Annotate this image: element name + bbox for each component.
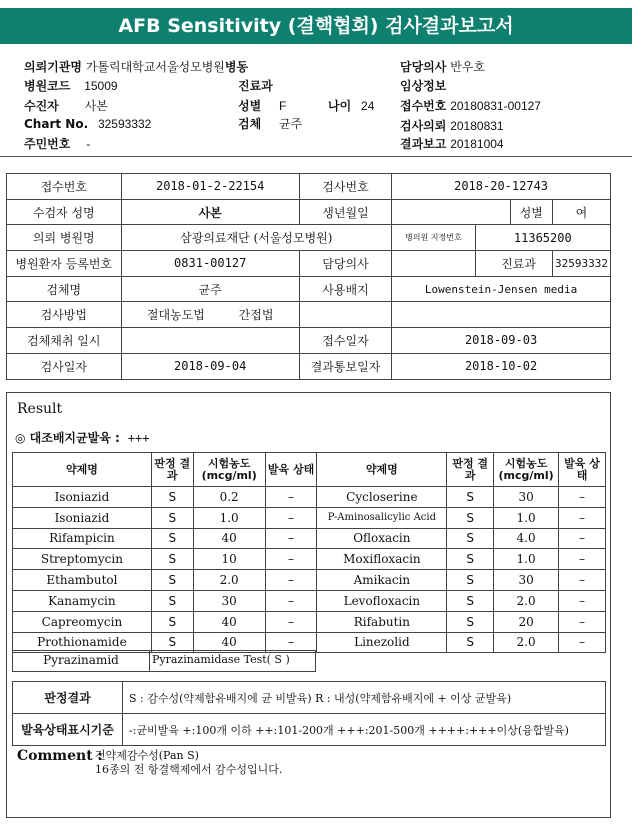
header-growth: 발육 상태 bbox=[559, 453, 606, 487]
info-row bbox=[7, 328, 611, 354]
growth: – bbox=[265, 528, 317, 549]
conc: 1.0 bbox=[494, 549, 559, 570]
method-1: 절대농도법 bbox=[146, 308, 205, 323]
header-drug: 약제명 bbox=[13, 453, 152, 487]
drug-name: Isoniazid bbox=[13, 507, 152, 528]
drug-name: Rifampicin bbox=[13, 528, 152, 549]
pyrazinamid-name: Pyrazinamid bbox=[12, 650, 150, 672]
drug-name: Kanamycin bbox=[13, 590, 152, 611]
growth: – bbox=[265, 487, 317, 508]
conc: 4.0 bbox=[494, 528, 559, 549]
drug-name: Isoniazid bbox=[13, 487, 152, 508]
legend-row bbox=[13, 682, 606, 714]
ward-label: 병동 bbox=[224, 60, 249, 74]
medium-value: Lowenstein-Jensen media bbox=[392, 276, 611, 302]
conc: 40 bbox=[193, 611, 265, 632]
judge: S bbox=[447, 570, 494, 591]
specimen-value: 균주 bbox=[121, 276, 299, 302]
judge: S bbox=[151, 549, 193, 570]
table-row bbox=[13, 528, 606, 549]
judge: S bbox=[151, 611, 193, 632]
conc: 40 bbox=[193, 528, 265, 549]
doctor-field bbox=[400, 58, 485, 75]
collect-label: 검체채취 일시 bbox=[7, 328, 122, 354]
drug-name: P-Aminosalicylic Acid bbox=[317, 507, 447, 528]
collector-value: 사본 bbox=[84, 99, 108, 113]
hospital-code-label: 병원코드 bbox=[24, 79, 71, 93]
conc: 40 bbox=[193, 632, 265, 653]
sex-label: 성별 bbox=[510, 199, 552, 225]
header-judge: 판정 결과 bbox=[447, 453, 494, 487]
hospital-code-value: 15009 bbox=[84, 79, 118, 93]
chart-field bbox=[24, 117, 151, 131]
test-no-value: 2018-20-12743 bbox=[392, 174, 611, 200]
method-extra bbox=[299, 302, 391, 328]
drug-name: Amikacin bbox=[317, 570, 447, 591]
legend-table bbox=[12, 681, 606, 746]
table-row bbox=[13, 487, 606, 508]
table-row bbox=[13, 570, 606, 591]
receipt-no-label: 접수번호 bbox=[7, 174, 122, 200]
collector-field bbox=[24, 97, 108, 114]
drug-name: Streptomycin bbox=[13, 549, 152, 570]
legend-row bbox=[13, 714, 606, 746]
medium-label: 사용배지 bbox=[299, 276, 391, 302]
table-row bbox=[13, 590, 606, 611]
judge-legend-label: 판정결과 bbox=[13, 682, 123, 714]
judge: S bbox=[447, 611, 494, 632]
reg-label: 병원환자 등록번호 bbox=[7, 251, 122, 277]
judge: S bbox=[151, 590, 193, 611]
growth: – bbox=[265, 590, 317, 611]
doctor-value: 반우호 bbox=[450, 60, 485, 74]
hosp-no-value: 11365200 bbox=[475, 225, 610, 251]
conc: 1.0 bbox=[193, 507, 265, 528]
drug-name: Rifabutin bbox=[317, 611, 447, 632]
collect-value bbox=[121, 328, 299, 354]
specimen-label: 검체명 bbox=[7, 276, 122, 302]
dept-label: 진료과 bbox=[238, 79, 273, 93]
sex-value: 여 bbox=[552, 199, 610, 225]
judge: S bbox=[151, 487, 193, 508]
comment-label: Comment : bbox=[17, 748, 103, 764]
info-row bbox=[7, 225, 611, 251]
doctor-label: 담당의사 bbox=[299, 251, 391, 277]
method-extra-value bbox=[392, 302, 611, 328]
header-drug: 약제명 bbox=[317, 453, 447, 487]
patient-info-table bbox=[6, 173, 611, 380]
judge: S bbox=[151, 570, 193, 591]
hosp-no-label: 병의원 지정번호 bbox=[392, 225, 475, 251]
info-row bbox=[7, 174, 611, 200]
age-label: 나이 bbox=[328, 99, 352, 113]
request-field bbox=[400, 117, 504, 134]
report-value: 20181004 bbox=[450, 137, 504, 151]
pyrazinamid-test: Pyrazinamidase Test( S ) bbox=[149, 650, 316, 672]
drug-sensitivity-table bbox=[12, 452, 606, 653]
drug-name: Ofloxacin bbox=[317, 528, 447, 549]
doctor-label: 담당의사 bbox=[400, 60, 447, 74]
dept-label: 진료과 bbox=[475, 251, 552, 277]
sex-field bbox=[238, 97, 286, 114]
header-judge: 판정 결과 bbox=[151, 453, 193, 487]
request-value: 20180831 bbox=[450, 119, 504, 133]
specimen-label: 검체 bbox=[238, 117, 262, 131]
report-label: 결과보고 bbox=[400, 137, 447, 151]
conc: 30 bbox=[494, 487, 559, 508]
report-title: AFB Sensitivity (결핵협회) 검사결과보고서 bbox=[0, 8, 632, 44]
receipt-no-value: 2018-01-2-22154 bbox=[121, 174, 299, 200]
hospital-code-field bbox=[24, 77, 118, 94]
header-conc: 시험농도 (mcg/ml) bbox=[494, 453, 559, 487]
method-label: 검사방법 bbox=[7, 302, 122, 328]
conc: 1.0 bbox=[494, 507, 559, 528]
growth: – bbox=[265, 549, 317, 570]
conc: 0.2 bbox=[193, 487, 265, 508]
info-row bbox=[7, 353, 611, 379]
sex-label: 성별 bbox=[238, 99, 262, 113]
dob-label: 생년월일 bbox=[299, 199, 391, 225]
growth: – bbox=[559, 507, 606, 528]
header-divider bbox=[0, 156, 632, 157]
clinical-field bbox=[400, 77, 446, 94]
judge: S bbox=[151, 528, 193, 549]
info-row bbox=[7, 302, 611, 328]
method-value bbox=[121, 302, 299, 328]
growth: – bbox=[265, 570, 317, 591]
table-row bbox=[13, 507, 606, 528]
conc: 20 bbox=[494, 611, 559, 632]
sex-value: F bbox=[279, 99, 287, 113]
growth: – bbox=[559, 487, 606, 508]
hospital-value: 삼광의료재단 (서울성모병원) bbox=[121, 225, 392, 251]
culture-label: ◎ 대조배지균발육 : bbox=[15, 431, 120, 445]
table-row bbox=[13, 611, 606, 632]
judge: S bbox=[447, 487, 494, 508]
collector-label: 수진자 bbox=[24, 99, 59, 113]
specimen-field bbox=[238, 115, 302, 132]
comment-line-2: 16종의 전 항결핵제에서 감수성입니다. bbox=[95, 763, 283, 776]
conc: 30 bbox=[494, 570, 559, 591]
header-growth: 발육 상태 bbox=[265, 453, 317, 487]
age-field bbox=[328, 97, 374, 114]
drug-name: Moxifloxacin bbox=[317, 549, 447, 570]
table-row bbox=[13, 549, 606, 570]
request-label: 검사의뢰 bbox=[400, 119, 447, 133]
result-title: Result bbox=[17, 401, 63, 417]
culture-growth bbox=[15, 429, 149, 446]
drug-table-header bbox=[13, 453, 606, 487]
header-conc: 시험농도 (mcg/ml) bbox=[193, 453, 265, 487]
receipt-no-label: 접수번호 bbox=[400, 99, 447, 113]
growth: – bbox=[559, 632, 606, 653]
growth: – bbox=[265, 507, 317, 528]
comment-line-1: 전약제감수성(Pan S) bbox=[95, 749, 199, 762]
info-row bbox=[7, 276, 611, 302]
judge-legend-text: S : 감수성(약제함유배지에 균 비발육) R : 내성(약제함유배지에 + 이상 균발육) bbox=[123, 682, 606, 714]
judge: S bbox=[447, 528, 494, 549]
info-row bbox=[7, 251, 611, 277]
report-field bbox=[400, 135, 504, 152]
resident-label: 주민번호 bbox=[24, 137, 71, 151]
receipt-no-value: 20180831-00127 bbox=[450, 99, 541, 113]
judge: S bbox=[447, 549, 494, 570]
growth: – bbox=[559, 549, 606, 570]
doctor-value bbox=[392, 251, 475, 277]
clinical-label: 임상정보 bbox=[400, 79, 447, 93]
receipt-no-field bbox=[400, 97, 541, 114]
institution-field bbox=[24, 58, 248, 75]
dob-value bbox=[392, 199, 511, 225]
drug-name: Cycloserine bbox=[317, 487, 447, 508]
test-date-value: 2018-09-04 bbox=[121, 353, 299, 379]
conc: 30 bbox=[193, 590, 265, 611]
growth: – bbox=[559, 570, 606, 591]
conc: 2.0 bbox=[494, 590, 559, 611]
info-row bbox=[7, 199, 611, 225]
growth: – bbox=[559, 611, 606, 632]
growth: – bbox=[265, 611, 317, 632]
receive-value: 2018-09-03 bbox=[392, 328, 611, 354]
growth-legend-text: -:균비발육 +:100개 이하 ++:101-200개 +++:201-500개 ++++:+++이상(융합발육) bbox=[123, 714, 606, 746]
conc: 2.0 bbox=[193, 570, 265, 591]
chart-label: Chart No. bbox=[24, 117, 89, 131]
resident-value: - bbox=[86, 137, 91, 151]
growth: – bbox=[265, 632, 317, 653]
drug-name: Capreomycin bbox=[13, 611, 152, 632]
notify-value: 2018-10-02 bbox=[392, 353, 611, 379]
judge: S bbox=[447, 507, 494, 528]
judge: S bbox=[447, 590, 494, 611]
test-no-label: 검사번호 bbox=[299, 174, 391, 200]
chart-value: 32593332 bbox=[97, 117, 152, 131]
result-section bbox=[6, 392, 611, 818]
drug-name: Prothionamide bbox=[13, 632, 152, 653]
growth: – bbox=[559, 528, 606, 549]
culture-value: +++ bbox=[127, 431, 150, 445]
dept-value: 32593332 bbox=[552, 251, 610, 277]
reg-value: 0831-00127 bbox=[121, 251, 299, 277]
growth-legend-label: 발육상태표시기준 bbox=[13, 714, 123, 746]
test-date-label: 검사일자 bbox=[7, 353, 122, 379]
dept-field bbox=[238, 77, 273, 94]
notify-label: 결과통보일자 bbox=[299, 353, 391, 379]
hospital-label: 의뢰 병원명 bbox=[7, 225, 122, 251]
name-label: 수검자 성명 bbox=[7, 199, 122, 225]
institution-value: 가톨릭대학교서울성모병원 bbox=[85, 60, 225, 74]
drug-name: Ethambutol bbox=[13, 570, 152, 591]
specimen-value: 균주 bbox=[279, 117, 303, 131]
drug-name: Levofloxacin bbox=[317, 590, 447, 611]
resident-field bbox=[24, 135, 90, 152]
comment-block bbox=[17, 745, 283, 776]
conc: 2.0 bbox=[494, 632, 559, 653]
conc: 10 bbox=[193, 549, 265, 570]
name-value: 사본 bbox=[121, 199, 299, 225]
judge: S bbox=[151, 632, 193, 653]
receive-label: 접수일자 bbox=[299, 328, 391, 354]
drug-name: Linezolid bbox=[317, 632, 447, 653]
age-value: 24 bbox=[361, 99, 375, 113]
judge: S bbox=[151, 507, 193, 528]
method-2: 간접법 bbox=[238, 308, 274, 323]
growth: – bbox=[559, 590, 606, 611]
judge: S bbox=[447, 632, 494, 653]
institution-label: 의뢰기관명 bbox=[24, 60, 82, 74]
